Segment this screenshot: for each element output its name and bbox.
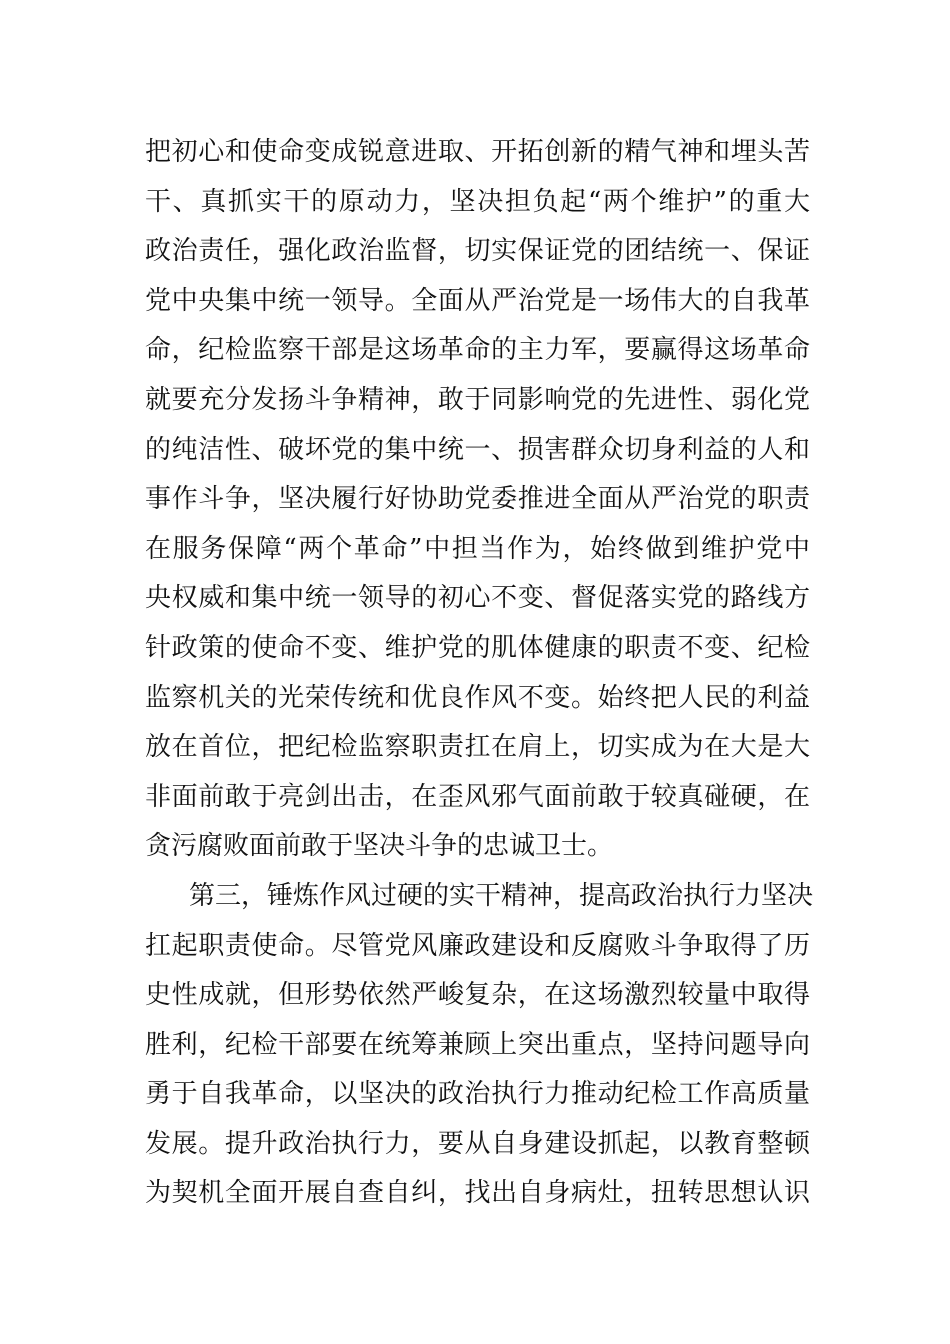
body-text-line: 针政策的使命不变、维护党的肌体健康的职责不变、纪检 <box>145 632 810 663</box>
body-text-line: 为契机全面开展自查自纠，找出自身病灶，扭转思想认识 <box>145 1178 810 1209</box>
body-text-line: 胜利，纪检干部要在统筹兼顾上突出重点，坚持问题导向 <box>145 1029 810 1060</box>
paragraph-first-line: 第三，锤炼作风过硬的实干精神，提高政治执行力坚决 <box>189 880 814 911</box>
body-text-line: 发展。提升政治执行力，要从自身建设抓起，以教育整顿 <box>145 1128 810 1159</box>
body-text-line: 扛起职责使命。尽管党风廉政建设和反腐败斗争取得了历 <box>145 930 810 961</box>
body-text-line: 干、真抓实干的原动力，坚决担负起“两个维护”的重大 <box>145 186 810 217</box>
body-text-line: 放在首位，把纪检监察职责扛在肩上，切实成为在大是大 <box>145 732 810 763</box>
body-text-line: 勇于自我革命，以坚决的政治执行力推动纪检工作高质量 <box>145 1079 810 1110</box>
body-text-line: 命，纪检监察干部是这场革命的主力军，要赢得这场革命 <box>145 335 810 366</box>
body-text-line: 在服务保障“两个革命”中担当作为，始终做到维护党中 <box>145 533 810 564</box>
body-text-line: 政治责任，强化政治监督，切实保证党的团结统一、保证 <box>145 236 810 267</box>
body-text-line: 的纯洁性、破坏党的集中统一、损害群众切身利益的人和 <box>145 434 810 465</box>
body-text-line: 监察机关的光荣传统和优良作风不变。始终把人民的利益 <box>145 682 810 713</box>
body-text-line: 央权威和集中统一领导的初心不变、督促落实党的路线方 <box>145 583 810 614</box>
document-body <box>145 128 814 1219</box>
body-text-line: 非面前敢于亮剑出击，在歪风邪气面前敢于较真碰硬，在 <box>145 781 810 812</box>
body-text-line: 就要充分发扬斗争精神，敢于同影响党的先进性、弱化党 <box>145 384 810 415</box>
body-text-line: 史性成就，但形势依然严峻复杂，在这场激烈较量中取得 <box>145 980 810 1011</box>
body-text-line-last: 贪污腐败面前敢于坚决斗争的忠诚卫士。 <box>145 831 614 862</box>
body-text-line: 党中央集中统一领导。全面从严治党是一场伟大的自我革 <box>145 285 810 316</box>
body-text-line: 事作斗争，坚决履行好协助党委推进全面从严治党的职责 <box>145 484 810 515</box>
body-text-line: 把初心和使命变成锐意进取、开拓创新的精气神和埋头苦 <box>145 137 810 167</box>
